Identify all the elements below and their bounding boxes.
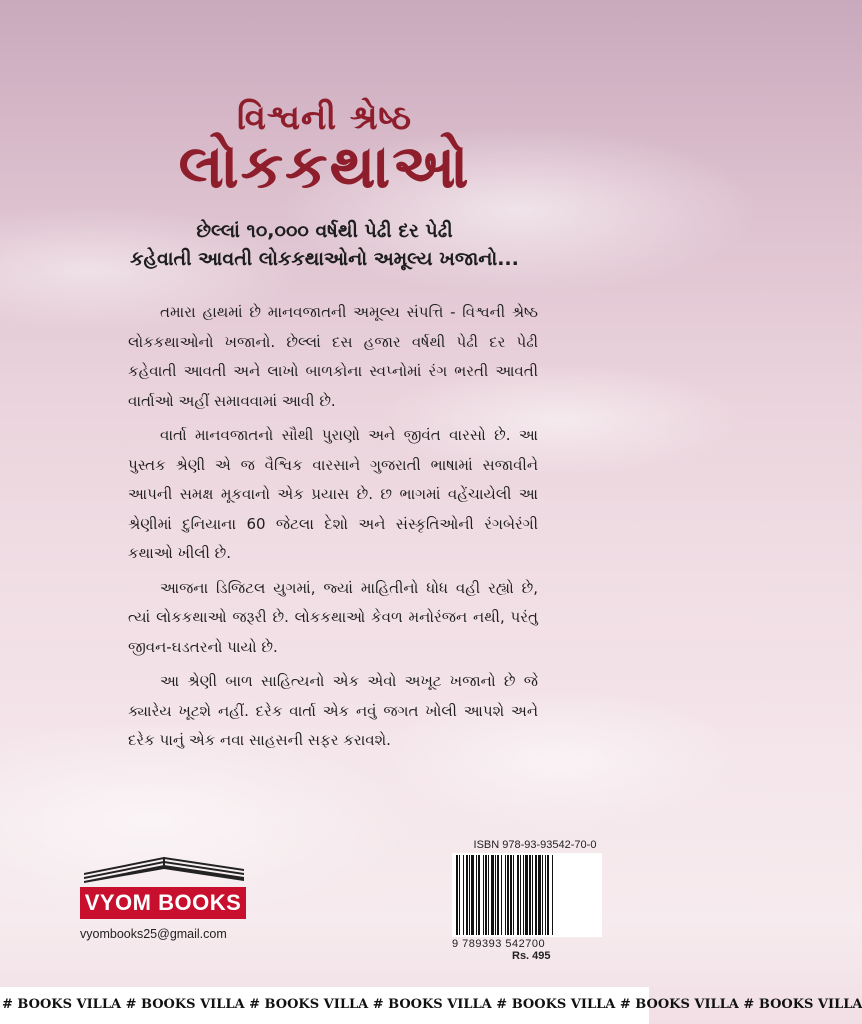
barcode-icon [452,853,602,937]
blurb-paragraph-2: વાર્તા માનવજાતનો સૌથી પુરાણો અને જીવંત વારસો છે. આ પુસ્તક શ્રેણી એ જ વૈશ્વિક વારસાને ગુજરાતી ભાષામાં સજાવીને આપની સમક્ષ મૂકવાનો એક પ્રયાસ છે. છ ભાગમાં વહેંચાયેલી આ શ્રેણીમાં દુનિયાના 60 જેટલા દેશો અને સંસ્કૃતિઓની રંગબેરંગી કથાઓ ખીલી છે. [128,426,538,562]
barcode-digits: 9 789393 542700 [452,938,546,950]
publisher-logo-text: VYOM BOOKS [80,887,246,919]
publisher-email: vyombooks25@gmail.com [80,927,227,941]
blurb-paragraph-3: આજના ડિજિટલ યુગમાં, જ્યાં માહિતીનો ધોધ વહી રહ્યો છે, ત્યાં લોકકથાઓ જરૂરી છે. લોકકથાઓ કેવળ મનોરંજન નથી, પરંતુ જીવન-ઘડતરનો પાયો છે. [128,578,538,656]
isbn-barcode [452,839,610,962]
book-title-line1: વિશ્વની શ્રેષ્ઠ [237,98,412,138]
isbn-label: ISBN 978-93-93542-70-0 [473,839,597,851]
blurb [128,298,538,761]
footer-watermark-strip [0,987,862,1024]
tagline-line2: કહેવાતી આવતી લોકકથાઓનો અમૂલ્ય ખજાનો... [130,248,519,270]
book-stack-icon [80,853,250,883]
tagline-line1: છેલ્લાં ૧૦,૦૦૦ વર્ષથી પેઢી દર પેઢી [196,220,453,242]
publisher-logo [80,853,260,941]
footer-watermark-text: # BOOKS VILLA # BOOKS VILLA # BOOKS VILLA # BOOKS VILLA # BOOKS VILLA # BOOKS VILLA # BOOKS VILLA [2,997,862,1012]
price-label: Rs. 495 [512,950,551,962]
blurb-paragraph-4: આ શ્રેણી બાળ સાહિત્યનો એક એવો અખૂટ ખજાનો છે જે ક્યારેય ખૂટશે નહીં. દરેક વાર્તા એક નવું જગત ખોલી આપશે અને દરેક પાનું એક નવા સાહસની સફર કરાવશે. [128,672,538,749]
book-title-line2: લોકકથાઓ [178,132,471,202]
tagline [0,217,649,273]
blurb-paragraph-1: તમારા હાથમાં છે માનવજાતની અમૂલ્ય સંપત્તિ - વિશ્વની શ્રેષ્ઠ લોકકથાઓનો ખજાનો. છેલ્લાં દસ હજાર વર્ષથી પેઢી દર પેઢી કહેવાતી આવતી અને લાખો બાળકોના સ્વપ્નોમાં રંગ ભરતી આવતી વાર્તાઓ અહીં સમાવવામાં આવી છે. [128,303,538,410]
